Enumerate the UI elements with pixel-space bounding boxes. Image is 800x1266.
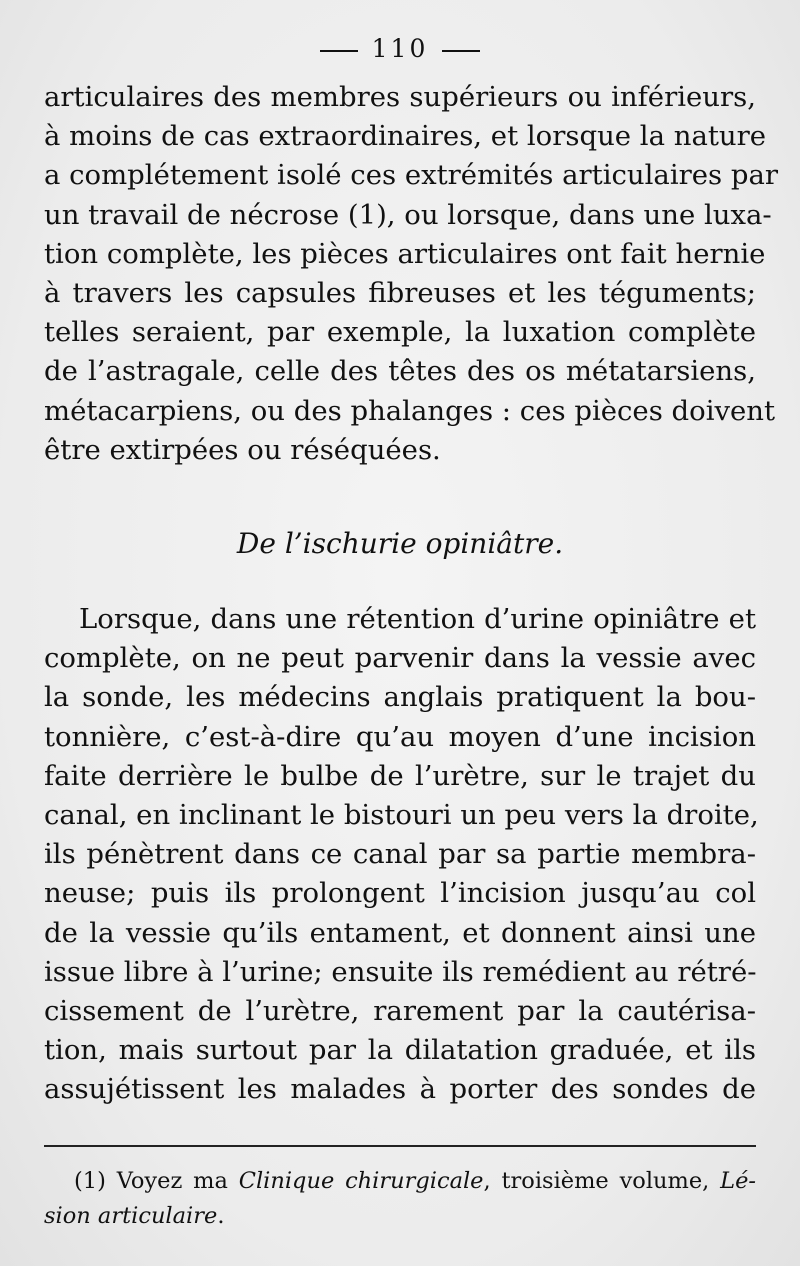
page-number: 110 <box>371 34 429 63</box>
footnote-line <box>44 1199 756 1234</box>
paragraph-1-line: à moins de cas extraordinaires, et lorsque la nature <box>44 120 767 153</box>
footnote-section-end: sion articulaire <box>44 1203 218 1229</box>
paragraph-2-line: canal, en inclinant le bistouri un peu vers la droite, <box>44 798 759 831</box>
footnote <box>44 1164 756 1234</box>
paragraph-2-line: assujétissent les malades à porter des sondes de <box>44 1073 756 1106</box>
footnote-work-title: Clinique chirurgicale <box>238 1168 484 1194</box>
paragraph-1-line: métacarpiens, ou des phalanges : ces pièces doivent <box>44 394 776 427</box>
footnote-marker: (1) Voyez ma <box>74 1168 228 1194</box>
paragraph-2-line: Lorsque, dans une rétention d’urine opiniâtre et <box>79 603 756 635</box>
paragraph-1-line: a complétement isolé ces extrémités articulaires par <box>44 159 779 192</box>
paragraph-2-line: la sonde, les médecins anglais pratiquent la bou- <box>44 681 756 714</box>
paragraph-2-line: cissement de l’urètre, rarement par la cautérisa- <box>44 994 756 1027</box>
paragraph-2-line: de la vessie qu’ils entament, et donnent ainsi une <box>44 916 756 949</box>
paragraph-1-line: un travail de nécrose (1), ou lorsque, dans une luxa- <box>44 198 772 231</box>
paragraph-2-line: complète, on ne peut parvenir dans la vessie avec <box>44 642 756 675</box>
paragraph-1-line: à travers les capsules fibreuses et les téguments; <box>44 276 756 309</box>
paragraph-1-line: telles seraient, par exemple, la luxation complète <box>44 316 756 349</box>
header-dash-left <box>320 50 358 52</box>
paragraph-1-line: être extirpées ou réséquées. <box>44 433 441 466</box>
header-dash-right <box>442 50 480 52</box>
paragraph-2 <box>44 600 759 1109</box>
paragraph-2-line: issue libre à l’urine; ensuite ils remédient au rétré- <box>44 955 757 988</box>
paragraph-2-line: neuse; puis ils prolongent l’incision jusqu’au col <box>44 877 756 910</box>
paragraph-2-line: faite derrière le bulbe de l’urètre, sur le trajet du <box>44 759 756 792</box>
paragraph-2-line: ils pénètrent dans ce canal par sa partie membra- <box>44 838 756 871</box>
footnote-end-punct: . <box>217 1203 225 1229</box>
paragraph-1-line: de l’astragale, celle des têtes des os métatarsiens, <box>44 355 756 388</box>
paragraph-1 <box>44 78 779 470</box>
paragraph-2-line: tonnière, c’est-à-dire qu’au moyen d’une incision <box>44 720 756 753</box>
footnote-line <box>44 1164 756 1199</box>
paragraph-2-line: tion, mais surtout par la dilatation graduée, et ils <box>44 1034 756 1067</box>
footnote-middle: , troisième volume, <box>483 1168 710 1194</box>
section-title: De l’ischurie opiniâtre. <box>236 527 564 560</box>
paragraph-1-line: tion complète, les pièces articulaires ont fait hernie <box>44 237 766 270</box>
page-header <box>0 34 800 64</box>
footnote-section-start: Lé- <box>720 1168 757 1194</box>
paragraph-1-line: articulaires des membres supérieurs ou inférieurs, <box>44 81 756 113</box>
footnote-rule <box>44 1145 756 1147</box>
